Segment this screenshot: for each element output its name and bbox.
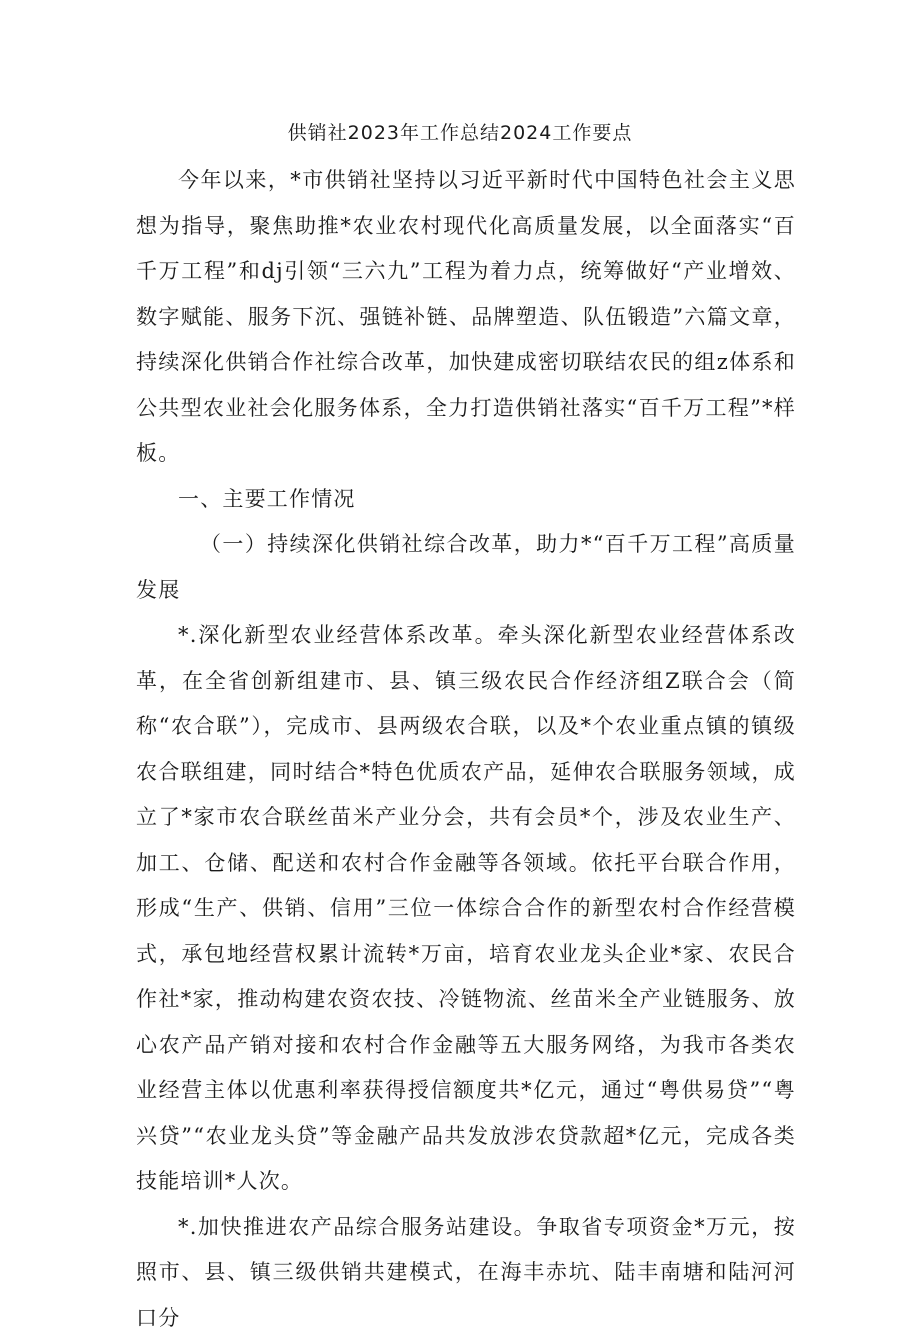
body-paragraph: *.加快推进农产品综合服务站建设。争取省专项资金*万元，按照市、县、镇三级供销共建模式，在海丰赤坑、陆丰南塘和陆河河口分 [136,1205,796,1341]
intro-paragraph: 今年以来，*市供销社坚持以习近平新时代中国特色社会主义思想为指导，聚焦助推*农业农村现代化高质量发展，以全面落实“百千万工程”和dj引领“三六九”工程为着力点，统筹做好“产业增效、数字赋能、服务下沉、强链补链、品牌塑造、队伍锻造”六篇文章，持续深化供销合作社综合改革，加快建成密切联结农民的组z体系和公共型农业社会化服务体系，全力打造供销社落实“百千万工程”*样板。 [136,158,796,477]
subsection-heading: （一）持续深化供销社综合改革，助力*“百千万工程”高质量发展 [136,522,796,613]
body-paragraph: *.深化新型农业经营体系改革。牵头深化新型农业经营体系改革，在全省创新组建市、县、镇三级农民合作经济组Z联合会（简称“农合联”），完成市、县两级农合联，以及*个农业重点镇的镇级农合联组建，同时结合*特色优质农产品，延伸农合联服务领域，成立了*家市农合联丝苗米产业分会，共有会员*个，涉及农业生产、加工、仓储、配送和农村合作金融等各领域。依托平台联合作用，形成“生产、供销、信用”三位一体综合合作的新型农村合作经营模式，承包地经营权累计流转*万亩，培育农业龙头企业*家、农民合作社*家，推动构建农资农技、冷链物流、丝苗米全产业链服务、放心农产品产销对接和农村合作金融等五大服务网络，为我市各类农业经营主体以优惠利率获得授信额度共*亿元，通过“粤供易贷”“粤兴贷”“农业龙头贷”等金融产品共发放涉农贷款超*亿元，完成各类技能培训*人次。 [136,613,796,1205]
section-heading: 一、主要工作情况 [136,477,796,523]
document-title: 供销社2023年工作总结2024工作要点 [0,118,920,145]
document-body [136,158,796,1341]
